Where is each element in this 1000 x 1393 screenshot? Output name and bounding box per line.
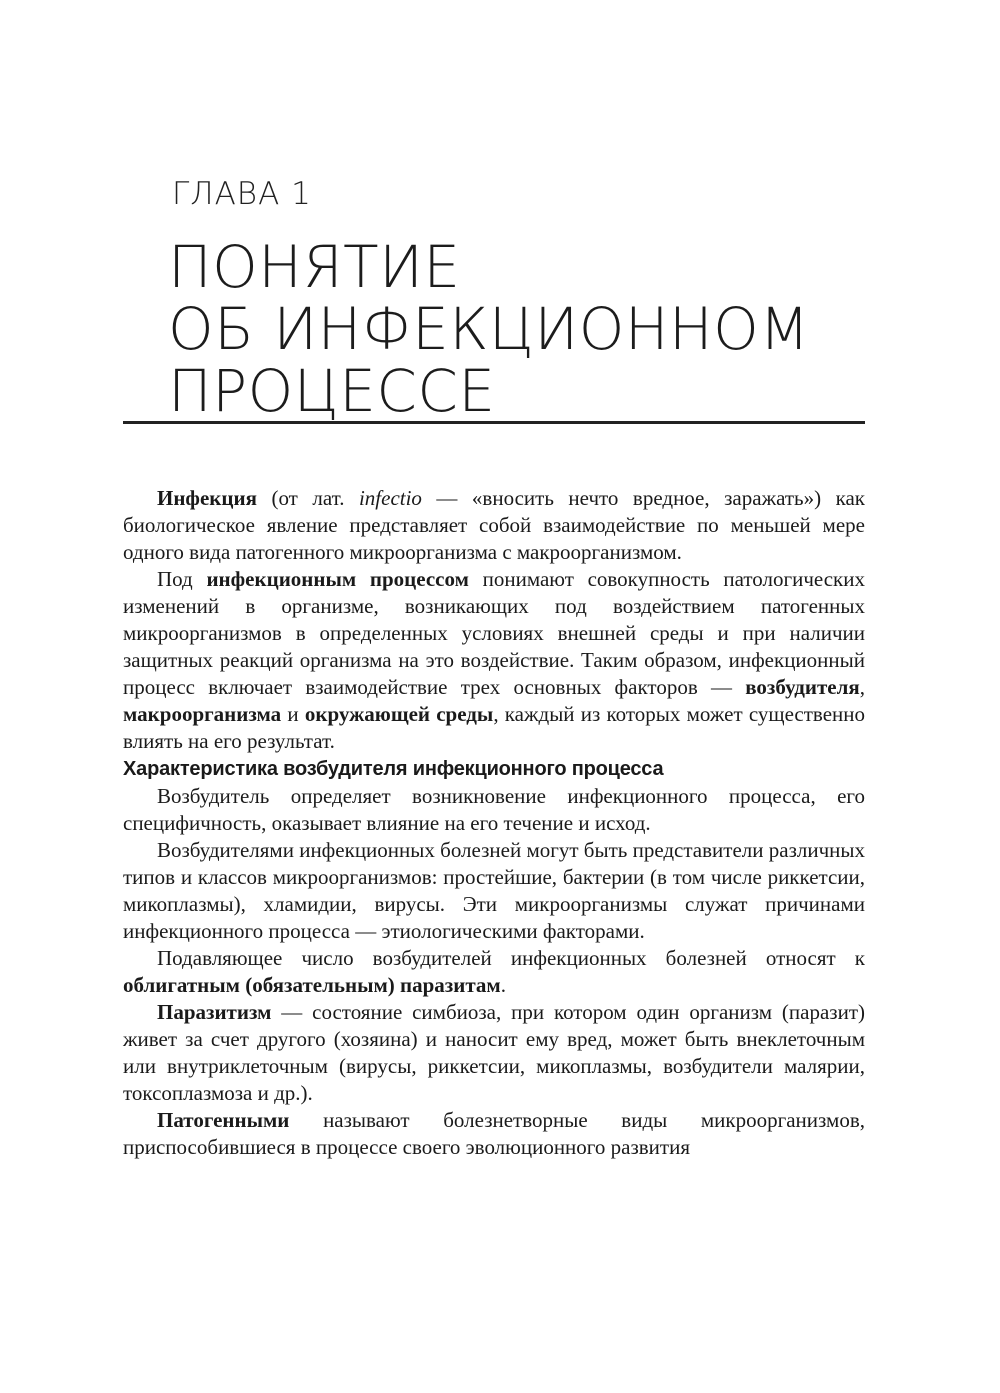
term-pathogen: возбудителя [745, 675, 860, 699]
paragraph-infectious-process: Под инфекционным процессом понимают совокупность патологических изменений в организме, возникающих под воздействием патогенных микроорганизмов в определенных условиях внешней среды и при наличии защитных реакций организма на это воздействие. Таким образом, инфекционный процесс включает взаимодействие трех основных факторов — возбудителя, макроорганизма и окружающей среды, каждый из которых может существенно влиять на его результат. [123, 567, 865, 753]
section-heading: Характеристика возбудителя инфекционного процесса [123, 758, 664, 780]
paragraph-pathogen-types: Возбудителями инфекционных болезней могут быть представители различных типов и классов микроорганизмов: простейшие, бактерии (в том числе риккетсии, микоплазмы), хламидии, вирусы. Эти микроорганизмы служат причинами инфекционного процесса — этиологическими факторами. [123, 838, 865, 943]
paragraph-pathogenic: Патогенными называют болезнетворные виды микроорганизмов, приспособившиеся в процессе своего эволюционного развития [123, 1108, 865, 1159]
paragraph-pathogen-role: Возбудитель определяет возникновение инфекционного процесса, его специфичность, оказывает влияние на его течение и исход. [123, 784, 865, 835]
term-infection: Инфекция [157, 486, 257, 510]
chapter-title-line: ПОНЯТИЕ [168, 233, 461, 301]
chapter-title-line: ПРОЦЕССЕ [168, 357, 496, 425]
paragraph-infection-definition: Инфекция (от лат. infectio — «вносить нечто вредное, заражать») как биологическое явление представляет собой взаимодействие по меньшей мере одного вида патогенного микроорганизма с макроорганизмом. [123, 486, 866, 564]
chapter-title-line: ОБ ИНФЕКЦИОННОМ [168, 295, 810, 363]
latin-term: infectio [358, 486, 422, 510]
term-infectious-process: инфекционным процессом [206, 567, 469, 591]
paragraph-parasitism: Паразитизм — состояние симбиоза, при котором один организм (паразит) живет за счет другого (хозяина) и наносит ему вред, может быть внеклеточным или внутриклеточным (вирусы, риккетсии, микоплазмы, возбудители малярии, токсоплазмоза и др.). [123, 1000, 865, 1105]
term-environment: окружающей среды [304, 702, 494, 726]
title-divider [123, 421, 865, 424]
chapter-label: ГЛАВА 1 [172, 176, 312, 212]
term-parasitism: Паразитизм [157, 1000, 272, 1024]
term-pathogenic: Патогенными [157, 1108, 290, 1132]
paragraph-obligate-parasites: Подавляющее число возбудителей инфекционных болезней относят к облигатным (обязательным) паразитам. [123, 946, 865, 997]
term-obligate-parasites: облигатным (обязательным) паразитам [123, 973, 501, 997]
chapter-title [168, 233, 888, 425]
body-text [123, 485, 865, 1161]
term-macroorganism: макроорганизма [123, 702, 282, 726]
